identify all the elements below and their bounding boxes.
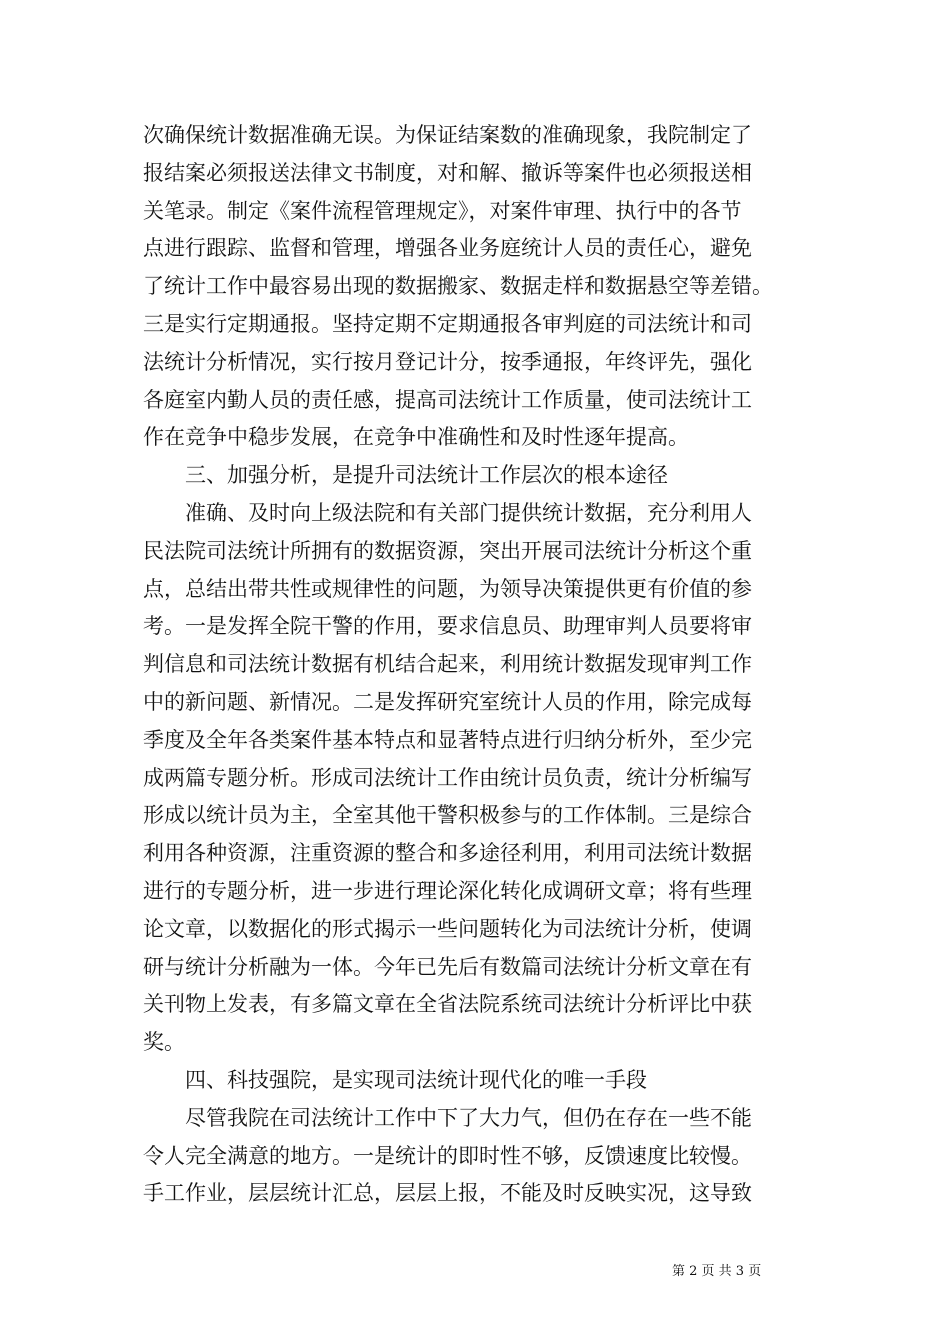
text-line: 季度及全年各类案件基本特点和显著特点进行归纳分析外，至少完 <box>143 727 752 752</box>
text-line: 研与统计分析融为一体。今年已先后有数篇司法统计分析文章在有 <box>143 954 752 979</box>
text-line: 报结案必须报送法律文书制度，对和解、撤诉等案件也必须报送相 <box>143 160 752 185</box>
text-line: 手工作业，层层统计汇总，层层上报，不能及时反映实况，这导致 <box>143 1181 752 1206</box>
text-line: 作在竞争中稳步发展，在竞争中准确性和及时性逐年提高。 <box>143 425 689 450</box>
text-line: 论文章，以数据化的形式揭示一些问题转化为司法统计分析，使调 <box>143 916 752 941</box>
section-heading: 三、加强分析，是提升司法统计工作层次的根本途径 <box>185 463 668 488</box>
text-line: 形成以统计员为主，全室其他干警积极参与的工作体制。三是综合 <box>143 803 752 828</box>
body-text <box>143 117 811 1213</box>
text-line: 点，总结出带共性或规律性的问题，为领导决策提供更有价值的参 <box>143 576 752 601</box>
text-line: 判信息和司法统计数据有机结合起来，利用统计数据发现审判工作 <box>143 652 752 677</box>
text-line: 点进行跟踪、监督和管理，增强各业务庭统计人员的责任心，避免 <box>143 236 752 261</box>
text-line: 成两篇专题分析。形成司法统计工作由统计员负责，统计分析编写 <box>143 765 752 790</box>
text-line: 中的新问题、新情况。二是发挥研究室统计人员的作用，除完成每 <box>143 689 752 714</box>
text-line: 三是实行定期通报。坚持定期不定期通报各审判庭的司法统计和司 <box>143 311 752 336</box>
text-line: 民法院司法统计所拥有的数据资源，突出开展司法统计分析这个重 <box>143 538 752 563</box>
text-line: 关刊物上发表，有多篇文章在全省法院系统司法统计分析评比中获 <box>143 992 752 1017</box>
text-line: 法统计分析情况，实行按月登记计分，按季通报，年终评先，强化 <box>143 349 752 374</box>
page-number-footer: 第 2 页 共 3 页 <box>672 1264 762 1279</box>
section-heading: 四、科技强院，是实现司法统计现代化的唯一手段 <box>185 1067 647 1092</box>
text-line: 奖。 <box>143 1030 185 1055</box>
text-line: 进行的专题分析，进一步进行理论深化转化成调研文章；将有些理 <box>143 878 752 903</box>
text-line: 考。一是发挥全院干警的作用，要求信息员、助理审判人员要将审 <box>143 614 752 639</box>
text-line: 各庭室内勤人员的责任感，提高司法统计工作质量，使司法统计工 <box>143 387 752 412</box>
text-line: 了统计工作中最容易出现的数据搬家、数据走样和数据悬空等差错。 <box>143 274 773 299</box>
text-line: 利用各种资源，注重资源的整合和多途径利用，利用司法统计数据 <box>143 841 752 866</box>
text-line: 准确、及时向上级法院和有关部门提供统计数据，充分利用人 <box>185 500 752 525</box>
text-line: 次确保统计数据准确无误。为保证结案数的准确现象，我院制定了 <box>143 123 752 147</box>
text-line: 令人完全满意的地方。一是统计的即时性不够，反馈速度比较慢。 <box>143 1143 752 1168</box>
text-line: 关笔录。制定《案件流程管理规定》，对案件审理、执行中的各节 <box>143 198 742 223</box>
text-line: 尽管我院在司法统计工作中下了大力气，但仍在存在一些不能 <box>185 1105 752 1130</box>
